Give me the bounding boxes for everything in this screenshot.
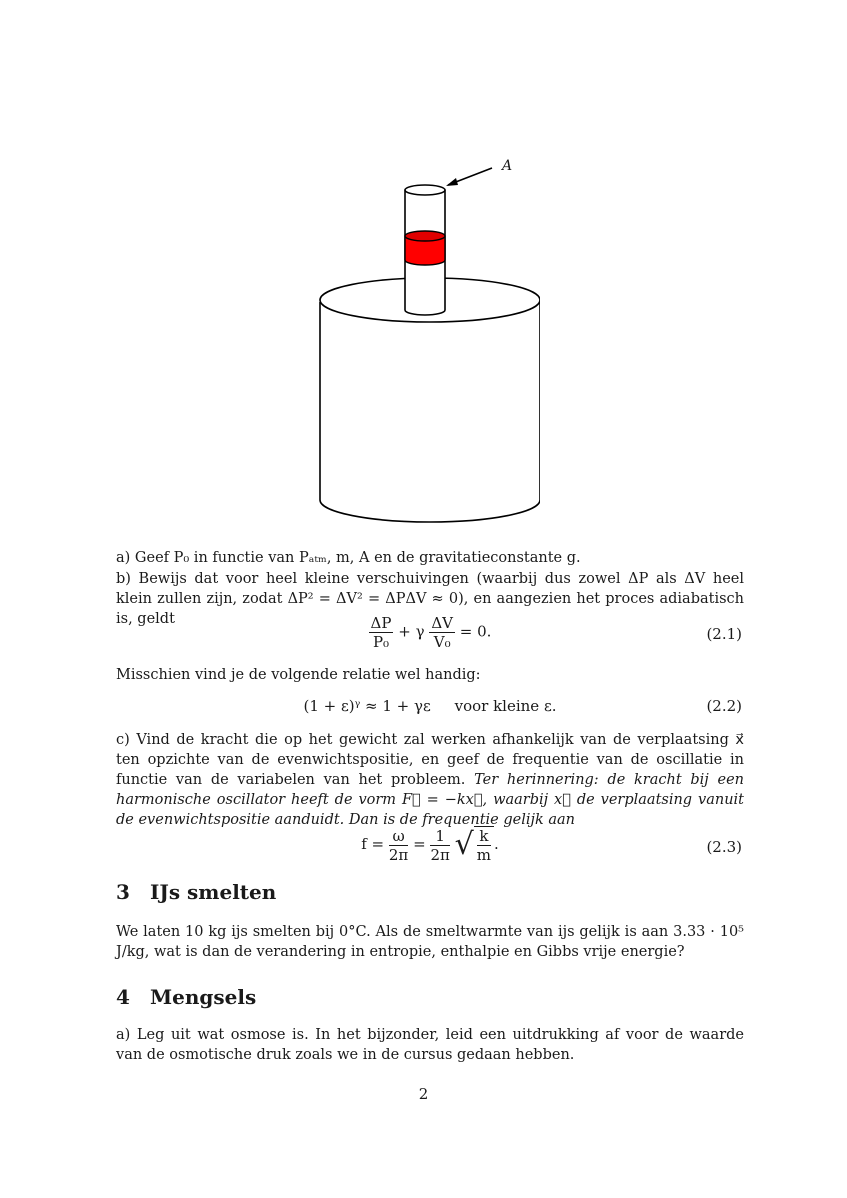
- question-b: b) Bewijs dat voor heel kleine verschuivingen (waarbij dus zowel ΔP als ΔV heel klein zullen zijn, zodat ΔP² = ΔV² = ΔPΔV ≈ 0), en aangezien het proces adiabatisch is, geldt: [116, 571, 744, 627]
- eq1-num1: ΔP: [370, 614, 392, 632]
- hint-text: Misschien vind je de volgende relatie wel handig:: [116, 667, 481, 683]
- section-3-number: 3: [116, 880, 130, 904]
- section-4-heading: [116, 985, 256, 1009]
- eq2-condition: voor kleine ε.: [454, 697, 557, 715]
- eq3-den1: 2π: [388, 845, 409, 864]
- question-c-main: c) Vind de kracht die op het gewicht zal werken afhankelijk van de verplaatsing x⃗ ten opzichte van de evenwichtspositie, en geef de frequentie van de oscillatie in functie van de variabelen van het probleem.: [116, 732, 744, 788]
- eq1-tail: = 0.: [459, 622, 492, 641]
- eq3-den2: 2π: [430, 845, 450, 864]
- eq1-mid: + γ: [398, 622, 425, 641]
- cylinder-body: [320, 302, 540, 522]
- section-3-text: We laten 10 kg ijs smelten bij 0°C. Als de smeltwarmte van ijs gelijk is aan 3.33 · 10⁵ J/kg, wat is dan de verandering in entropie, enthalpie en Gibbs vrije energie?: [116, 924, 744, 960]
- eq1-num2: ΔV: [431, 614, 454, 632]
- eq1-number: (2.1): [706, 625, 742, 643]
- eq2-expr: (1 + ε)ᵞ ≈ 1 + γε: [303, 697, 431, 715]
- cylinder-figure: [300, 150, 540, 530]
- question-c-reminder: Ter herinnering: de kracht bij een harmonische oscillator heeft de vorm F⃗ = −kx⃗, waarbij x⃗ de verplaatsing vanuit de evenwichtspositie aanduidt. Dan is de frequentie gelijk aan: [116, 772, 745, 828]
- section-3-heading: [116, 880, 276, 904]
- page-number: 2: [418, 1085, 429, 1103]
- eq2-number: (2.2): [706, 697, 742, 715]
- eq3-number: (2.3): [706, 838, 742, 856]
- cylinder-diagram: [300, 150, 540, 530]
- eq3-num2: 1: [430, 827, 449, 846]
- eq3-eq: =: [413, 835, 426, 853]
- section-4-title: Mengsels: [150, 985, 257, 1009]
- label-A: A: [502, 158, 513, 174]
- tube-opening: [405, 185, 445, 195]
- question-a: a) Geef P₀ in functie van Pₐₜₘ, m, A en de gravitatieconstante g.: [116, 550, 581, 566]
- eq3-num1: ω: [389, 827, 408, 846]
- eq3-tail: .: [493, 835, 499, 853]
- eq1-den2: V₀: [433, 633, 451, 651]
- section-4-number: 4: [116, 985, 130, 1009]
- section-4-text: a) Leg uit wat osmose is. In het bijzonder, leid een uitdrukking af voor de waarde van de osmotische druk zoals we in de cursus gedaan hebben.: [116, 1027, 744, 1063]
- eq3-lhs: f =: [361, 835, 385, 853]
- question-c: [116, 730, 744, 830]
- equation-2-1: [116, 614, 744, 654]
- equation-2-3: [116, 826, 744, 866]
- eq3-root-den: m: [476, 846, 491, 864]
- eq1-den1: P₀: [372, 633, 390, 651]
- eq3-root-num: k: [477, 827, 491, 846]
- section-3-title: IJs smelten: [150, 880, 277, 904]
- sqrt-symbol: √ $\frac{k}{m}$: [455, 826, 494, 864]
